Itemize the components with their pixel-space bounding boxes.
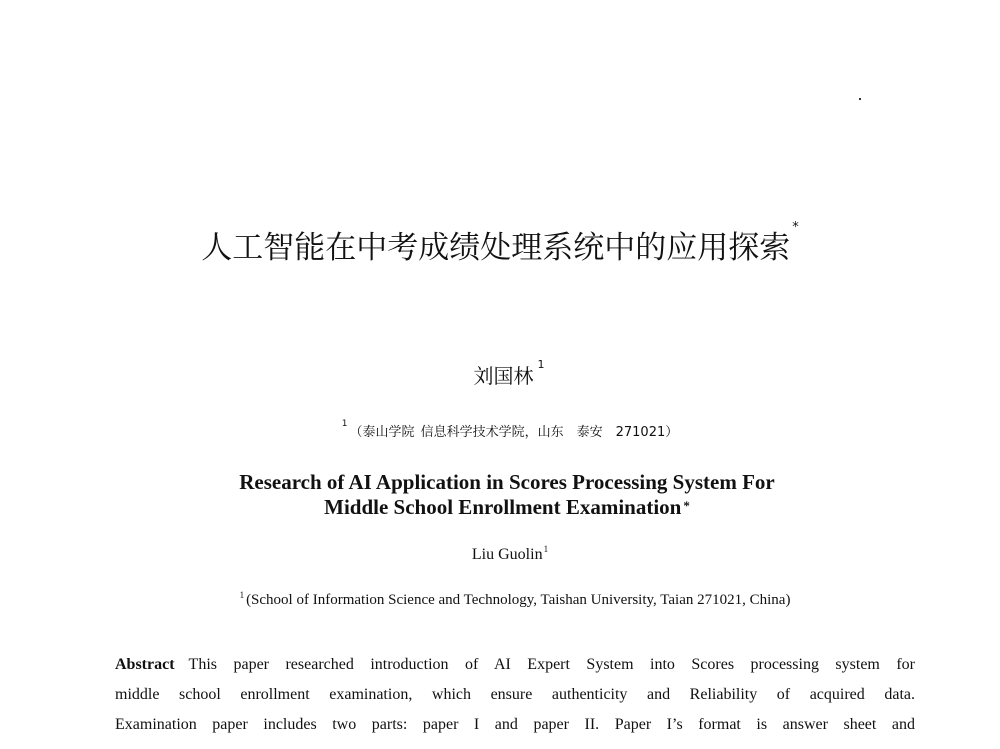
abstract-line-1 [115, 650, 915, 680]
chinese-affiliation [0, 421, 1000, 440]
chinese-title-footnote-mark: * [792, 220, 799, 235]
english-affiliation-text: (School of Information Science and Technology, Taishan University, Taian 271021, China) [246, 592, 791, 608]
abstract-line-2: middle school enrollment examination, which ensure authenticity and Reliability of acquired data. [115, 686, 915, 703]
abstract-line-3: Examination paper includes two parts: paper I and paper II. Paper I’s format is answer sheet and [115, 716, 915, 733]
chinese-author [0, 360, 1000, 389]
english-title-footnote-mark: * [683, 498, 690, 513]
english-affiliation [0, 592, 1000, 609]
chinese-author-affil-mark: 1 [537, 358, 545, 371]
english-affil-mark: 1 [239, 590, 245, 600]
abstract [115, 650, 915, 740]
chinese-author-name: 刘国林 [473, 364, 534, 388]
english-title-line-2 [14, 495, 1000, 520]
scan-speck [859, 98, 861, 100]
english-author-affil-mark: 1 [543, 544, 549, 554]
english-title-line-1: Research of AI Application in Scores Processing System For [239, 470, 775, 494]
chinese-affiliation-text: （泰山学院 信息科学技术学院，山东 泰安 271021） [349, 425, 679, 440]
chinese-title [0, 222, 1000, 267]
chinese-affil-mark: 1 [341, 419, 348, 429]
chinese-title-text: 人工智能在中考成绩处理系统中的应用探索 [201, 230, 791, 266]
english-title [0, 470, 1000, 520]
english-title-line-2-text: Middle School Enrollment Examination [324, 495, 682, 519]
english-author-name: Liu Guolin [471, 546, 543, 563]
abstract-label: Abstract [115, 656, 175, 673]
abstract-line-1-text: This paper researched introduction of AI Expert System into Scores processing system for [188, 656, 915, 673]
english-author [0, 546, 1000, 564]
